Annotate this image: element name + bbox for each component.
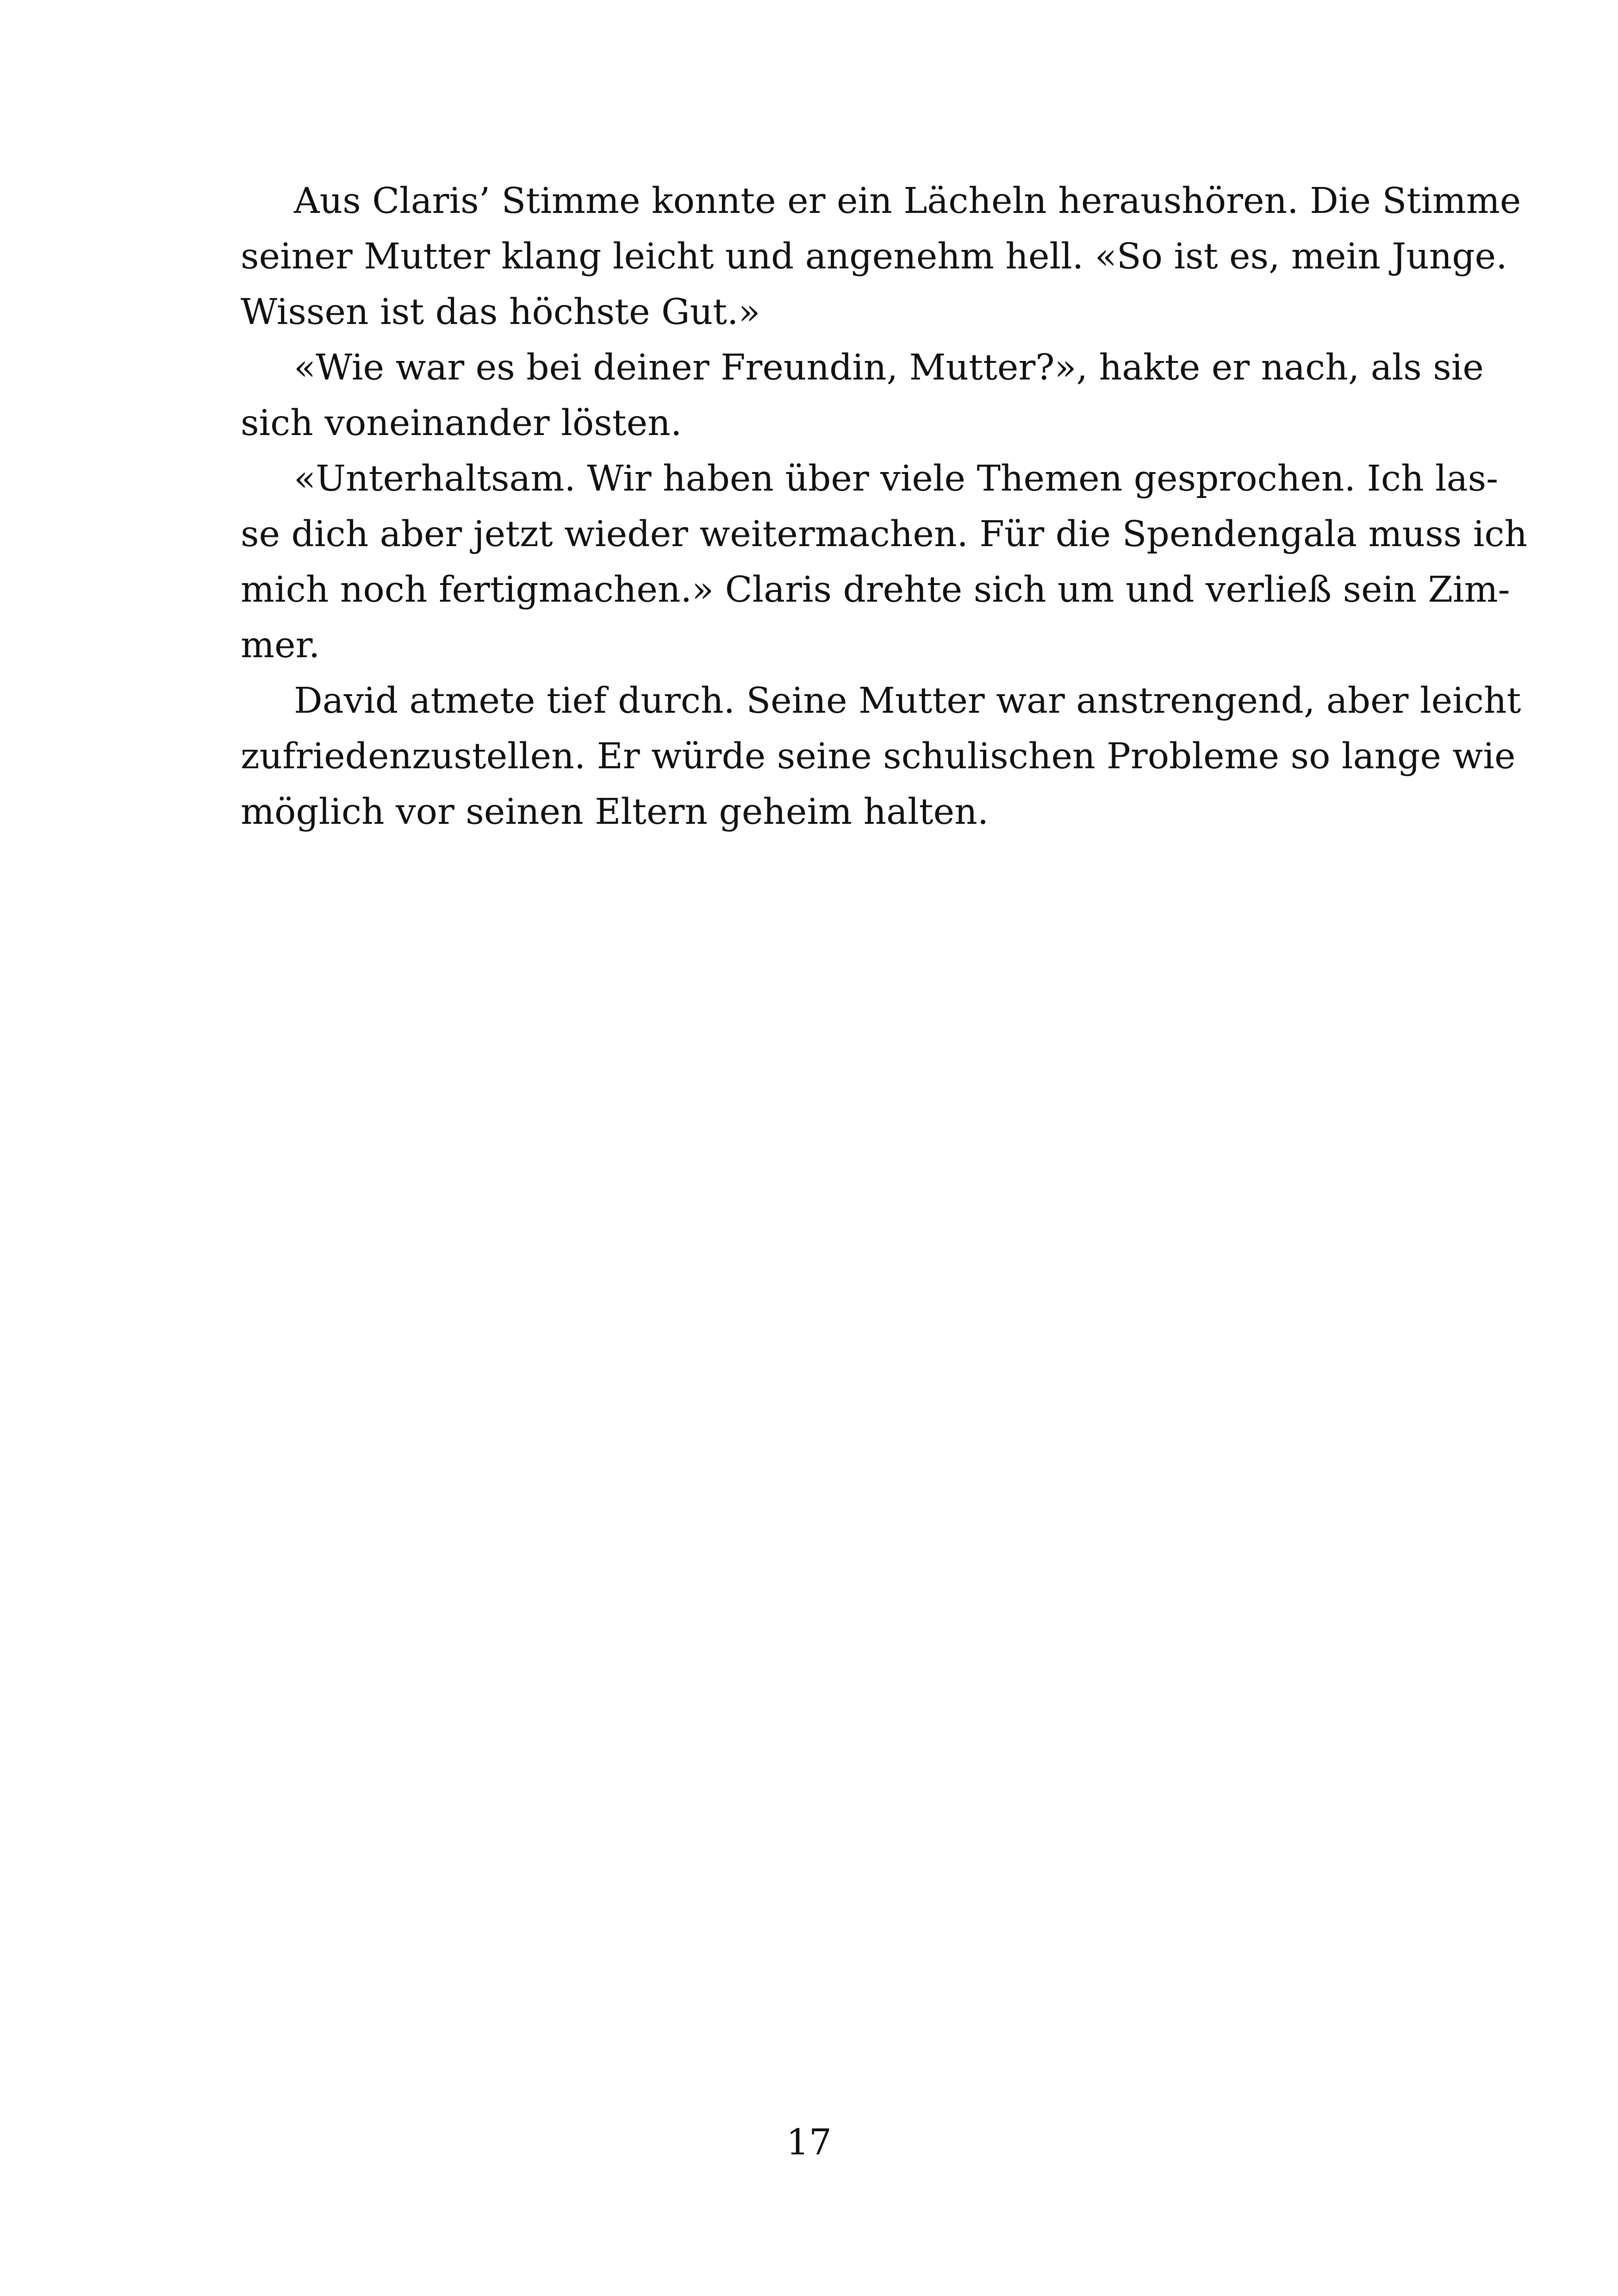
- body-text: [241, 174, 1528, 840]
- text-line: mich noch fertigmachen.» Claris drehte sich um und verließ sein Zim-: [241, 569, 1510, 610]
- text-line: se dich aber jetzt wieder weitermachen. Für die Spendengala muss ich: [241, 514, 1528, 555]
- text-line: seiner Mutter klang leicht und angenehm hell. «So ist es, mein Junge.: [241, 236, 1507, 277]
- text-line: Wissen ist das höchste Gut.»: [241, 292, 760, 333]
- page-number: 17: [786, 2122, 832, 2163]
- text-line: «Wie war es bei deiner Freundin, Mutter?», hakte er nach, als sie: [294, 347, 1484, 388]
- text-line: Aus Claris’ Stimme konnte er ein Lächeln heraushören. Die Stimme: [294, 180, 1521, 222]
- text-line: mer.: [241, 625, 320, 666]
- text-line: David atmete tief durch. Seine Mutter war anstrengend, aber leicht: [294, 680, 1521, 722]
- text-line: möglich vor seinen Eltern geheim halten.: [241, 791, 989, 833]
- text-line: sich voneinander lösten.: [241, 403, 682, 444]
- text-line: zufriedenzustellen. Er würde seine schulischen Probleme so lange wie: [241, 736, 1516, 777]
- text-line: «Unterhaltsam. Wir haben über viele Themen gesprochen. Ich las-: [294, 458, 1499, 499]
